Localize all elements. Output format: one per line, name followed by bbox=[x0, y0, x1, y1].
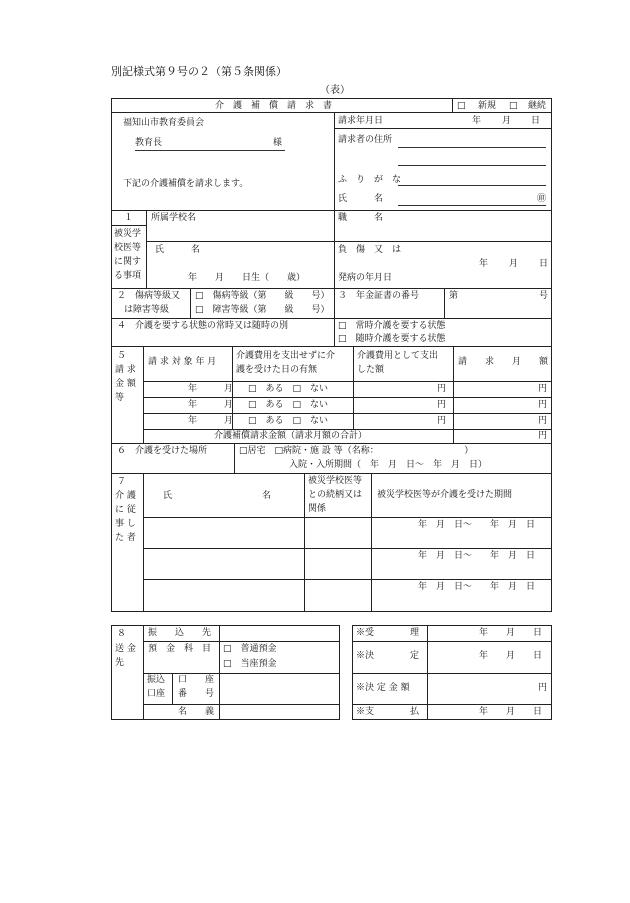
current-deposit-option[interactable]: □ 当座預金 bbox=[223, 659, 277, 669]
caregiver-period-label: 被災学校医等が介護を受けた期間 bbox=[377, 490, 513, 500]
form-side-label: （表） bbox=[320, 85, 350, 96]
claim-date-month[interactable]: 月 bbox=[502, 116, 512, 126]
sec5-col-expense: 介護費用として支出 bbox=[357, 351, 439, 361]
sec5-row-expense[interactable]: 円 bbox=[437, 416, 447, 426]
sec1-side-label: に関す bbox=[114, 257, 142, 267]
occasional-care-option[interactable]: □ 随時介護を要する状態 bbox=[338, 334, 446, 344]
sec5-row-expense[interactable]: 円 bbox=[437, 384, 447, 394]
birth-date[interactable]: 年 月 日生（ 歳） bbox=[188, 273, 306, 283]
furigana-label: ふ り が な bbox=[338, 175, 402, 185]
new-label: 新規 bbox=[478, 101, 497, 111]
sec1-number: １ bbox=[124, 213, 134, 223]
caregiver-name-label: 氏 名 bbox=[163, 491, 272, 501]
sec5-side-label: 請 求 bbox=[115, 365, 136, 375]
caregiver-relation-label: 関係 bbox=[308, 504, 327, 514]
school-name-label: 所属学校名 bbox=[151, 213, 197, 223]
sec5-row-month[interactable]: 年 月 bbox=[188, 400, 234, 410]
sec7-side-label: 事 し bbox=[115, 519, 136, 529]
office-received-label: ※受 理 bbox=[356, 628, 420, 638]
care-place-options[interactable]: □居宅 □病院・施 設 等（名称： ） bbox=[239, 446, 474, 456]
remittance-dest-label: 振 込 先 bbox=[148, 628, 212, 638]
sec4-label: ４ 介護を要する状態の常時又は随時の別 bbox=[117, 321, 289, 331]
address-field-2[interactable] bbox=[398, 165, 546, 166]
office-decided-date: 年 月 日 bbox=[479, 651, 543, 661]
job-title-label: 職 名 bbox=[338, 213, 384, 223]
sec5-row-option[interactable]: □ ある □ ない bbox=[248, 400, 329, 410]
sec5-total-label: 介護補償請求金額（請求月額の合計） bbox=[214, 431, 368, 441]
furigana-field[interactable] bbox=[398, 185, 546, 186]
office-amount-value: 円 bbox=[538, 683, 548, 693]
addressee-org: 福知山市教育委員会 bbox=[123, 118, 205, 128]
admission-period[interactable]: 入院・入所期間（ 年 月 日〜 年 月 日） bbox=[289, 460, 488, 470]
office-paid-date: 年 月 日 bbox=[479, 707, 543, 717]
sec7-side-label: に 従 bbox=[115, 505, 136, 515]
sec8-side-label: 送 金 bbox=[115, 644, 136, 654]
account-side-label: 振込 bbox=[147, 675, 166, 685]
claim-date-year[interactable]: 年 bbox=[472, 116, 482, 126]
account-number-label: 番 号 bbox=[178, 689, 215, 699]
caregiver-period[interactable]: 年 月 日〜 年 月 日 bbox=[418, 551, 536, 561]
constant-care-option[interactable]: □ 常時介護を要する状態 bbox=[338, 321, 446, 331]
account-number-label: 口 座 bbox=[178, 675, 215, 685]
form-title: 介 護 補 償 請 求 書 bbox=[215, 101, 333, 111]
addressee-honorific: 様 bbox=[273, 138, 283, 148]
sec1-side-label: 被災学 bbox=[114, 229, 142, 239]
continue-checkbox[interactable]: □ bbox=[509, 101, 518, 111]
onset-month[interactable]: 月 bbox=[509, 259, 519, 269]
claim-date-day[interactable]: 日 bbox=[531, 116, 541, 126]
onset-day[interactable]: 日 bbox=[539, 259, 549, 269]
sec5-col-month: 請 求 対 象 年 月 bbox=[148, 357, 217, 367]
sec5-col-care-days: 介護費用を支出せずに介 bbox=[236, 351, 336, 361]
seal-mark: ㊞ bbox=[537, 194, 547, 204]
sec5-col-care-days: 護を受けた日の有無 bbox=[236, 365, 318, 375]
sec5-row-month[interactable]: 年 月 bbox=[188, 416, 234, 426]
claimant-name-field[interactable] bbox=[398, 205, 546, 206]
sec7-number: ７ bbox=[117, 477, 127, 487]
office-decided-label: ※決 定 bbox=[356, 651, 420, 661]
sec5-side-label: 金 額 bbox=[115, 379, 136, 389]
sec8-side-label: 先 bbox=[115, 658, 125, 668]
account-side-label: 口座 bbox=[147, 689, 166, 699]
sec5-row-monthly[interactable]: 円 bbox=[538, 384, 548, 394]
continue-label: 継続 bbox=[528, 101, 547, 111]
office-paid-label: ※支 払 bbox=[356, 707, 420, 717]
new-checkbox[interactable]: □ bbox=[457, 101, 466, 111]
sec5-row-option[interactable]: □ ある □ ない bbox=[248, 384, 329, 394]
account-holder-label: 名 義 bbox=[178, 707, 215, 717]
caregiver-relation-label: との続柄又は bbox=[308, 490, 363, 500]
ordinary-deposit-option[interactable]: □ 普通預金 bbox=[223, 644, 277, 654]
sec2-label: は障害等級 bbox=[124, 305, 170, 315]
onset-year[interactable]: 年 bbox=[479, 259, 489, 269]
claim-statement: 下記の介護補償を請求します。 bbox=[123, 179, 249, 189]
disability-grade-option[interactable]: □ 障害等級（第 級 号） bbox=[195, 305, 330, 315]
sec5-row-monthly[interactable]: 円 bbox=[538, 400, 548, 410]
sec5-total-amount[interactable]: 円 bbox=[538, 431, 548, 441]
deposit-type-label: 預 金 科 目 bbox=[148, 644, 212, 654]
victim-name-label: 氏 名 bbox=[155, 245, 201, 255]
addressee-title: 教育長 bbox=[135, 138, 163, 148]
sec6-label: ６ 介護を受けた場所 bbox=[117, 446, 208, 456]
disease-grade-option[interactable]: □ 傷病等級（第 級 号） bbox=[195, 291, 330, 301]
address-field[interactable] bbox=[398, 147, 546, 148]
address-label: 請求者の住所 bbox=[338, 135, 393, 145]
injury-label: 負 傷 又 は bbox=[338, 245, 402, 255]
sec1-side-label: 校医等 bbox=[114, 243, 142, 253]
pension-number-label: ３ 年金証書の番号 bbox=[338, 291, 420, 301]
claim-date-label: 請求年月日 bbox=[338, 116, 384, 126]
pension-number-prefix: 第 bbox=[449, 291, 459, 301]
sec5-col-monthly: 請 求 月 額 bbox=[458, 357, 549, 367]
office-received-date: 年 月 日 bbox=[479, 628, 543, 638]
sec7-side-label: 介 護 bbox=[115, 491, 136, 501]
caregiver-period[interactable]: 年 月 日〜 年 月 日 bbox=[418, 582, 536, 592]
sec5-row-monthly[interactable]: 円 bbox=[538, 416, 548, 426]
sec5-col-expense: した額 bbox=[357, 365, 385, 375]
sec5-side-label: 等 bbox=[115, 393, 125, 403]
sec5-row-month[interactable]: 年 月 bbox=[188, 384, 234, 394]
caregiver-relation-label: 被災学校医等 bbox=[308, 476, 363, 486]
form-reference: 別記様式第９号の２（第５条関係） bbox=[111, 65, 287, 78]
claimant-name-label: 氏 名 bbox=[338, 194, 384, 204]
sec5-row-option[interactable]: □ ある □ ない bbox=[248, 416, 329, 426]
sec7-side-label: た 者 bbox=[115, 533, 136, 543]
caregiver-period[interactable]: 年 月 日〜 年 月 日 bbox=[418, 520, 536, 530]
sec1-side-label: る事項 bbox=[114, 271, 142, 281]
sec5-row-expense[interactable]: 円 bbox=[437, 400, 447, 410]
sec8-number: ８ bbox=[117, 629, 127, 639]
office-amount-label: ※決 定 金 額 bbox=[356, 683, 410, 693]
sec5-number: ５ bbox=[117, 351, 127, 361]
sec2-label: ２ 傷病等級又 bbox=[117, 291, 181, 301]
pension-number-suffix: 号 bbox=[539, 291, 549, 301]
onset-label: 発病の年月日 bbox=[338, 273, 393, 283]
